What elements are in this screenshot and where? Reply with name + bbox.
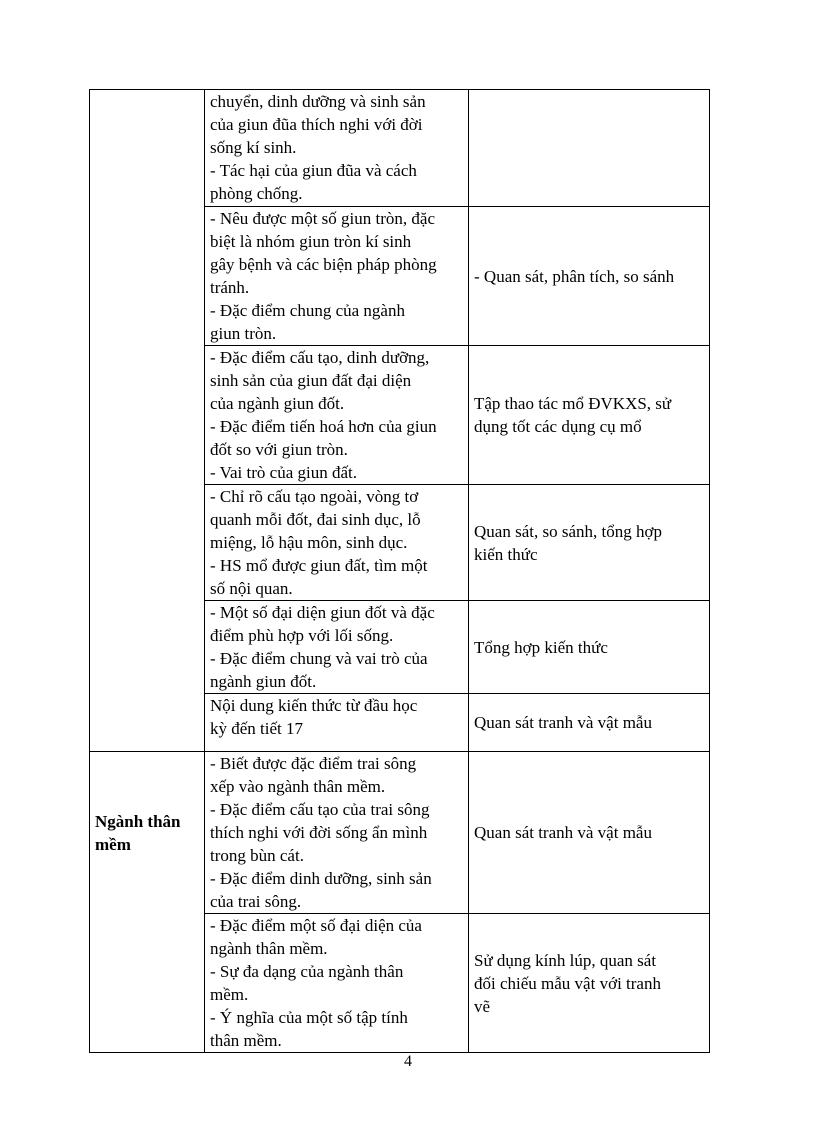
group-cell xyxy=(90,694,205,752)
method-cell: Tổng hợp kiến thức xyxy=(469,601,710,694)
page-number: 4 xyxy=(404,1053,412,1070)
table-row xyxy=(90,90,710,207)
table-row xyxy=(90,346,710,485)
table-row xyxy=(90,694,710,752)
group-cell xyxy=(90,207,205,346)
group-cell: Ngành thân mềm xyxy=(90,752,205,914)
content-table xyxy=(89,89,710,1053)
table-body xyxy=(90,90,710,1053)
content-cell: - Một số đại diện giun đốt và đặc điểm phù hợp với lối sống. - Đặc điểm chung và vai trò của ngành giun đốt. xyxy=(205,601,469,694)
table-row xyxy=(90,914,710,1053)
method-cell: Sử dụng kính lúp, quan sát đối chiếu mẫu vật với tranh vẽ xyxy=(469,914,710,1053)
table-row xyxy=(90,207,710,346)
group-cell xyxy=(90,90,205,207)
content-cell: Nội dung kiến thức từ đầu học kỳ đến tiết 17 xyxy=(205,694,469,752)
content-cell: - Chỉ rõ cấu tạo ngoài, vòng tơ quanh mỗi đốt, đai sinh dục, lỗ miệng, lỗ hậu môn, sinh dục. - HS mổ được giun đất, tìm một số nội quan. xyxy=(205,485,469,601)
method-cell xyxy=(469,90,710,207)
content-cell: - Đặc điểm một số đại diện của ngành thân mềm. - Sự đa dạng của ngành thân mềm. - Ý nghĩa của một số tập tính thân mềm. xyxy=(205,914,469,1053)
table-row xyxy=(90,601,710,694)
table-row xyxy=(90,485,710,601)
group-cell xyxy=(90,485,205,601)
content-cell: chuyển, dinh dưỡng và sinh sản của giun đũa thích nghi với đời sống kí sinh. - Tác hại của giun đũa và cách phòng chống. xyxy=(205,90,469,207)
group-cell xyxy=(90,914,205,1053)
method-cell: - Quan sát, phân tích, so sánh xyxy=(469,207,710,346)
content-cell: - Biết được đặc điểm trai sông xếp vào ngành thân mềm. - Đặc điểm cấu tạo của trai sông thích nghi với đời sống ẩn mình trong bùn cát. - Đặc điểm dinh dưỡng, sinh sản của trai sông. xyxy=(205,752,469,914)
group-cell xyxy=(90,601,205,694)
method-cell: Quan sát, so sánh, tổng hợp kiến thức xyxy=(469,485,710,601)
content-cell: - Đặc điểm cấu tạo, dinh dưỡng, sinh sản của giun đất đại diện của ngành giun đốt. - Đặc điểm tiến hoá hơn của giun đốt so với giun tròn. - Vai trò của giun đất. xyxy=(205,346,469,485)
method-cell: Quan sát tranh và vật mẫu xyxy=(469,694,710,752)
method-cell: Tập thao tác mổ ĐVKXS, sử dụng tốt các dụng cụ mổ xyxy=(469,346,710,485)
method-cell: Quan sát tranh và vật mẫu xyxy=(469,752,710,914)
content-cell: - Nêu được một số giun tròn, đặc biệt là nhóm giun tròn kí sinh gây bệnh và các biện pháp phòng tránh. - Đặc điểm chung của ngành giun tròn. xyxy=(205,207,469,346)
group-cell xyxy=(90,346,205,485)
table-row xyxy=(90,752,710,914)
